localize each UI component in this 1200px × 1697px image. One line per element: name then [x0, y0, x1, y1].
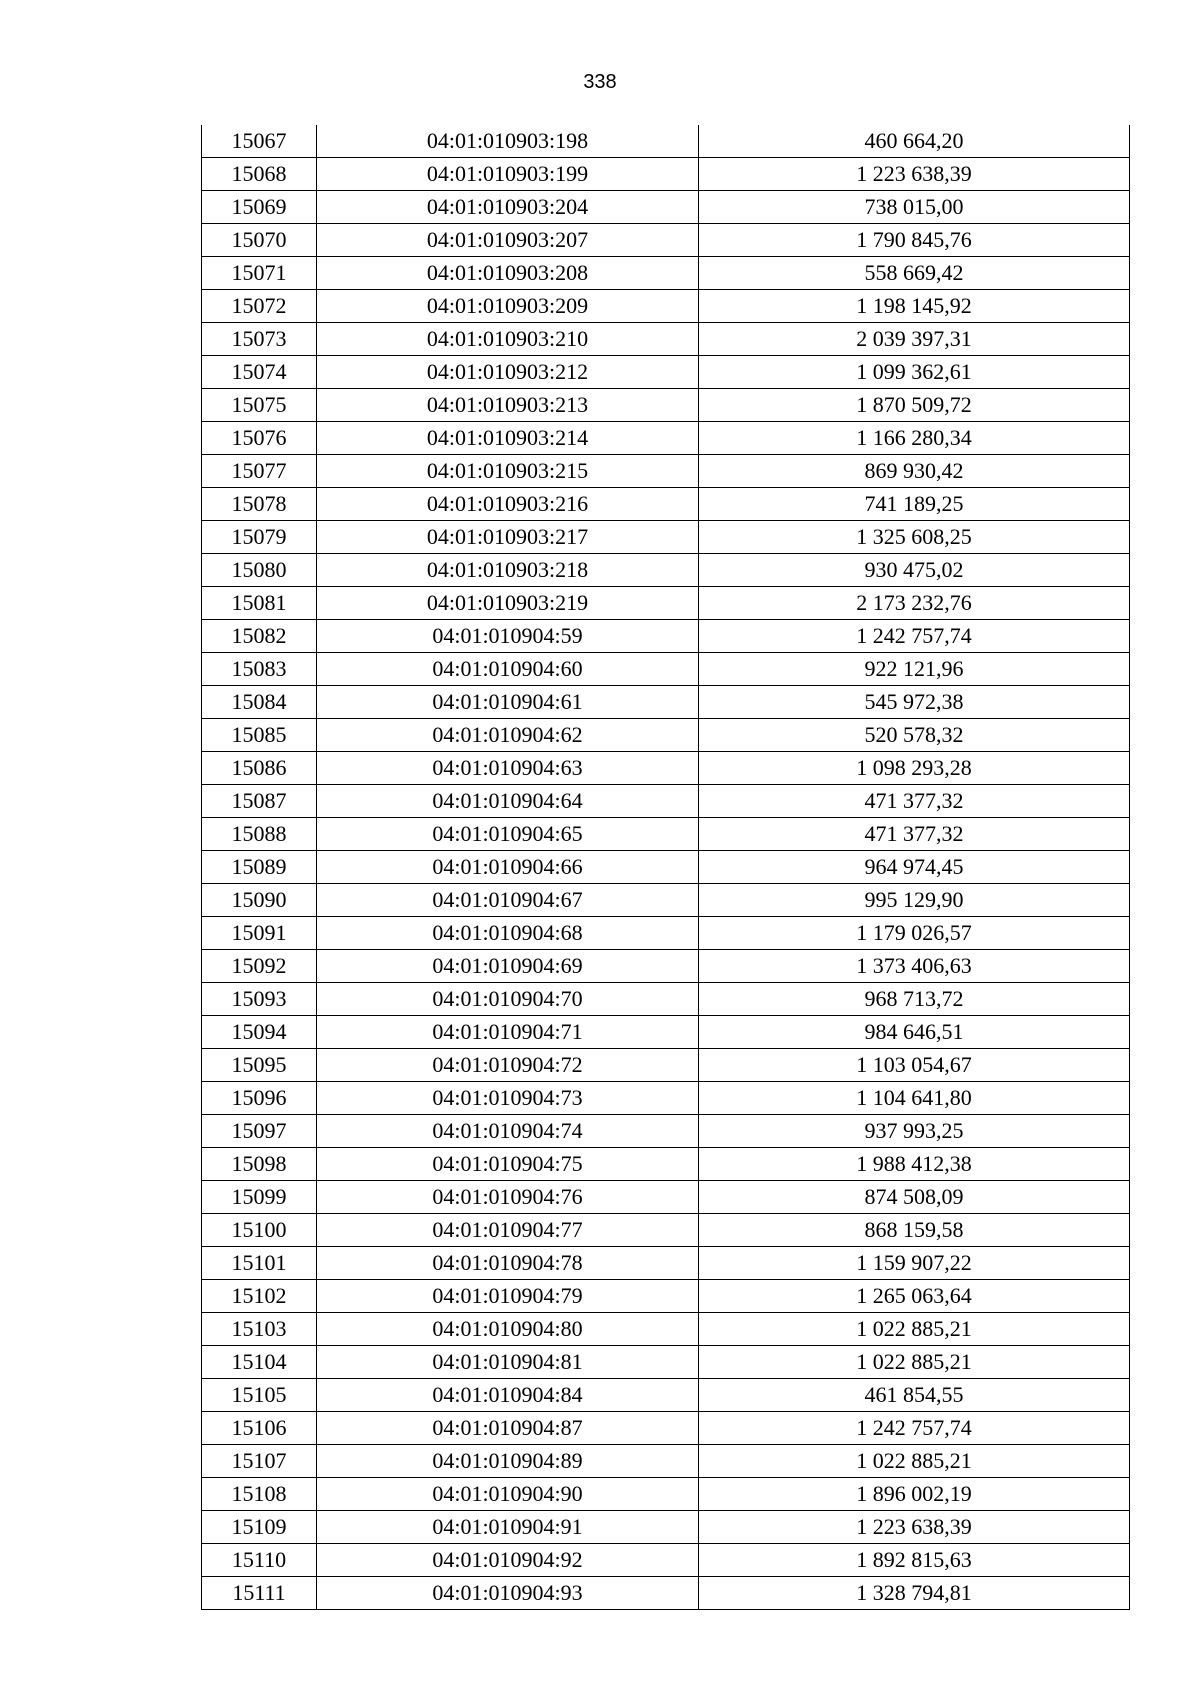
- table-row: [202, 1247, 1130, 1280]
- row-number-cell: 15111: [202, 1577, 317, 1610]
- table-row: [202, 1478, 1130, 1511]
- table-row: [202, 620, 1130, 653]
- cadastral-value-cell: 1 265 063,64: [699, 1280, 1130, 1313]
- cadastral-value-cell: 741 189,25: [699, 488, 1130, 521]
- cadastral-number-cell: 04:01:010904:89: [317, 1445, 699, 1478]
- table-row: [202, 389, 1130, 422]
- row-number-cell: 15086: [202, 752, 317, 785]
- cadastral-number-cell: 04:01:010904:76: [317, 1181, 699, 1214]
- cadastral-value-cell: 558 669,42: [699, 257, 1130, 290]
- cadastral-number-cell: 04:01:010904:67: [317, 884, 699, 917]
- cadastral-number-cell: 04:01:010903:208: [317, 257, 699, 290]
- row-number-cell: 15088: [202, 818, 317, 851]
- cadastral-number-cell: 04:01:010903:207: [317, 224, 699, 257]
- row-number-cell: 15076: [202, 422, 317, 455]
- row-number-cell: 15091: [202, 917, 317, 950]
- page-number: 338: [583, 71, 617, 93]
- table-row: [202, 356, 1130, 389]
- cadastral-value-cell: 1 328 794,81: [699, 1577, 1130, 1610]
- cadastral-value-cell: 1 022 885,21: [699, 1445, 1130, 1478]
- cadastral-number-cell: 04:01:010904:64: [317, 785, 699, 818]
- table-row: [202, 290, 1130, 323]
- table-row: [202, 884, 1130, 917]
- table-row: [202, 950, 1130, 983]
- table-row: [202, 1412, 1130, 1445]
- row-number-cell: 15085: [202, 719, 317, 752]
- cadastral-value-cell: 2 039 397,31: [699, 323, 1130, 356]
- cadastral-number-cell: 04:01:010904:61: [317, 686, 699, 719]
- table-row: [202, 323, 1130, 356]
- cadastral-number-cell: 04:01:010904:69: [317, 950, 699, 983]
- cadastral-number-cell: 04:01:010904:60: [317, 653, 699, 686]
- cadastral-value-cell: 1 790 845,76: [699, 224, 1130, 257]
- row-number-cell: 15077: [202, 455, 317, 488]
- cadastral-value-cell: 1 223 638,39: [699, 158, 1130, 191]
- cadastral-value-cell: 520 578,32: [699, 719, 1130, 752]
- row-number-cell: 15109: [202, 1511, 317, 1544]
- cadastral-number-cell: 04:01:010904:79: [317, 1280, 699, 1313]
- cadastral-number-cell: 04:01:010904:70: [317, 983, 699, 1016]
- cadastral-value-cell: 868 159,58: [699, 1214, 1130, 1247]
- cadastral-value-cell: 1 988 412,38: [699, 1148, 1130, 1181]
- row-number-cell: 15074: [202, 356, 317, 389]
- table-row: [202, 257, 1130, 290]
- table-row: [202, 488, 1130, 521]
- cadastral-number-cell: 04:01:010904:92: [317, 1544, 699, 1577]
- table-row: [202, 158, 1130, 191]
- row-number-cell: 15089: [202, 851, 317, 884]
- cadastral-value-cell: 1 022 885,21: [699, 1313, 1130, 1346]
- row-number-cell: 15097: [202, 1115, 317, 1148]
- cadastral-value-cell: 1 325 608,25: [699, 521, 1130, 554]
- cadastral-number-cell: 04:01:010904:81: [317, 1346, 699, 1379]
- table-row: [202, 719, 1130, 752]
- cadastral-value-cell: 471 377,32: [699, 785, 1130, 818]
- cadastral-number-cell: 04:01:010904:71: [317, 1016, 699, 1049]
- table-row: [202, 521, 1130, 554]
- cadastral-value-cell: 1 098 293,28: [699, 752, 1130, 785]
- cadastral-value-cell: 545 972,38: [699, 686, 1130, 719]
- table-row: [202, 686, 1130, 719]
- row-number-cell: 15083: [202, 653, 317, 686]
- cadastral-number-cell: 04:01:010903:213: [317, 389, 699, 422]
- cadastral-number-cell: 04:01:010903:199: [317, 158, 699, 191]
- table-row: [202, 587, 1130, 620]
- cadastral-value-cell: 1 104 641,80: [699, 1082, 1130, 1115]
- cadastral-number-cell: 04:01:010903:212: [317, 356, 699, 389]
- cadastral-number-cell: 04:01:010904:74: [317, 1115, 699, 1148]
- cadastral-number-cell: 04:01:010904:87: [317, 1412, 699, 1445]
- cadastral-number-cell: 04:01:010904:77: [317, 1214, 699, 1247]
- table-row: [202, 1115, 1130, 1148]
- table-row: [202, 752, 1130, 785]
- row-number-cell: 15100: [202, 1214, 317, 1247]
- row-number-cell: 15103: [202, 1313, 317, 1346]
- row-number-cell: 15084: [202, 686, 317, 719]
- table-row: [202, 1379, 1130, 1412]
- table-row: [202, 422, 1130, 455]
- table-body: [202, 125, 1130, 1610]
- row-number-cell: 15108: [202, 1478, 317, 1511]
- row-number-cell: 15068: [202, 158, 317, 191]
- row-number-cell: 15067: [202, 125, 317, 158]
- row-number-cell: 15094: [202, 1016, 317, 1049]
- row-number-cell: 15073: [202, 323, 317, 356]
- table-row: [202, 1049, 1130, 1082]
- row-number-cell: 15081: [202, 587, 317, 620]
- table-row: [202, 1346, 1130, 1379]
- cadastral-number-cell: 04:01:010903:210: [317, 323, 699, 356]
- row-number-cell: 15093: [202, 983, 317, 1016]
- table-row: [202, 224, 1130, 257]
- row-number-cell: 15078: [202, 488, 317, 521]
- cadastral-number-cell: 04:01:010904:80: [317, 1313, 699, 1346]
- table-row: [202, 1181, 1130, 1214]
- cadastral-value-cell: 968 713,72: [699, 983, 1130, 1016]
- table-row: [202, 1280, 1130, 1313]
- table-row: [202, 983, 1130, 1016]
- cadastral-value-cell: 937 993,25: [699, 1115, 1130, 1148]
- cadastral-number-cell: 04:01:010904:63: [317, 752, 699, 785]
- row-number-cell: 15101: [202, 1247, 317, 1280]
- cadastral-value-cell: 1 159 907,22: [699, 1247, 1130, 1280]
- row-number-cell: 15070: [202, 224, 317, 257]
- cadastral-value-cell: 2 173 232,76: [699, 587, 1130, 620]
- cadastral-number-cell: 04:01:010903:217: [317, 521, 699, 554]
- cadastral-number-cell: 04:01:010904:91: [317, 1511, 699, 1544]
- cadastral-value-cell: 1 896 002,19: [699, 1478, 1130, 1511]
- row-number-cell: 15079: [202, 521, 317, 554]
- row-number-cell: 15072: [202, 290, 317, 323]
- cadastral-number-cell: 04:01:010904:93: [317, 1577, 699, 1610]
- cadastral-number-cell: 04:01:010904:59: [317, 620, 699, 653]
- row-number-cell: 15106: [202, 1412, 317, 1445]
- cadastral-number-cell: 04:01:010904:72: [317, 1049, 699, 1082]
- cadastral-number-cell: 04:01:010903:215: [317, 455, 699, 488]
- table-row: [202, 455, 1130, 488]
- cadastral-value-cell: 995 129,90: [699, 884, 1130, 917]
- row-number-cell: 15090: [202, 884, 317, 917]
- table-row: [202, 554, 1130, 587]
- cadastral-number-cell: 04:01:010904:66: [317, 851, 699, 884]
- table-row: [202, 818, 1130, 851]
- cadastral-number-cell: 04:01:010904:62: [317, 719, 699, 752]
- cadastral-value-cell: 1 373 406,63: [699, 950, 1130, 983]
- row-number-cell: 15069: [202, 191, 317, 224]
- row-number-cell: 15110: [202, 1544, 317, 1577]
- row-number-cell: 15105: [202, 1379, 317, 1412]
- table-row: [202, 1313, 1130, 1346]
- row-number-cell: 15080: [202, 554, 317, 587]
- row-number-cell: 15092: [202, 950, 317, 983]
- cadastral-value-cell: 1 223 638,39: [699, 1511, 1130, 1544]
- row-number-cell: 15104: [202, 1346, 317, 1379]
- cadastral-number-cell: 04:01:010903:218: [317, 554, 699, 587]
- table-row: [202, 1511, 1130, 1544]
- cadastral-number-cell: 04:01:010903:216: [317, 488, 699, 521]
- cadastral-number-cell: 04:01:010903:204: [317, 191, 699, 224]
- table-row: [202, 1016, 1130, 1049]
- cadastral-value-cell: 1 022 885,21: [699, 1346, 1130, 1379]
- table-row: [202, 851, 1130, 884]
- row-number-cell: 15099: [202, 1181, 317, 1214]
- cadastral-number-cell: 04:01:010904:65: [317, 818, 699, 851]
- cadastral-value-cell: 984 646,51: [699, 1016, 1130, 1049]
- cadastral-value-cell: 964 974,45: [699, 851, 1130, 884]
- cadastral-number-cell: 04:01:010903:209: [317, 290, 699, 323]
- cadastral-number-cell: 04:01:010904:75: [317, 1148, 699, 1181]
- row-number-cell: 15098: [202, 1148, 317, 1181]
- table-row: [202, 1577, 1130, 1610]
- table-row: [202, 191, 1130, 224]
- cadastral-value-cell: 1 179 026,57: [699, 917, 1130, 950]
- row-number-cell: 15082: [202, 620, 317, 653]
- table-row: [202, 1445, 1130, 1478]
- cadastral-value-cell: 738 015,00: [699, 191, 1130, 224]
- cadastral-value-cell: 922 121,96: [699, 653, 1130, 686]
- cadastral-number-cell: 04:01:010903:198: [317, 125, 699, 158]
- cadastral-value-cell: 460 664,20: [699, 125, 1130, 158]
- cadastral-value-cell: 471 377,32: [699, 818, 1130, 851]
- row-number-cell: 15102: [202, 1280, 317, 1313]
- cadastral-value-table: [201, 125, 1130, 1610]
- cadastral-number-cell: 04:01:010904:68: [317, 917, 699, 950]
- cadastral-number-cell: 04:01:010904:73: [317, 1082, 699, 1115]
- cadastral-value-cell: 1 198 145,92: [699, 290, 1130, 323]
- cadastral-value-cell: 1 242 757,74: [699, 620, 1130, 653]
- cadastral-value-cell: 1 166 280,34: [699, 422, 1130, 455]
- table-row: [202, 785, 1130, 818]
- cadastral-number-cell: 04:01:010904:90: [317, 1478, 699, 1511]
- cadastral-value-cell: 1 103 054,67: [699, 1049, 1130, 1082]
- row-number-cell: 15071: [202, 257, 317, 290]
- cadastral-number-cell: 04:01:010903:214: [317, 422, 699, 455]
- row-number-cell: 15075: [202, 389, 317, 422]
- table-row: [202, 1214, 1130, 1247]
- row-number-cell: 15096: [202, 1082, 317, 1115]
- table-row: [202, 1082, 1130, 1115]
- row-number-cell: 15095: [202, 1049, 317, 1082]
- cadastral-value-cell: 461 854,55: [699, 1379, 1130, 1412]
- cadastral-value-cell: 1 242 757,74: [699, 1412, 1130, 1445]
- table-row: [202, 125, 1130, 158]
- cadastral-value-cell: 1 870 509,72: [699, 389, 1130, 422]
- row-number-cell: 15087: [202, 785, 317, 818]
- table-row: [202, 1544, 1130, 1577]
- cadastral-number-cell: 04:01:010904:84: [317, 1379, 699, 1412]
- table-row: [202, 917, 1130, 950]
- table-row: [202, 1148, 1130, 1181]
- row-number-cell: 15107: [202, 1445, 317, 1478]
- cadastral-number-cell: 04:01:010903:219: [317, 587, 699, 620]
- table-row: [202, 653, 1130, 686]
- cadastral-value-cell: 1 892 815,63: [699, 1544, 1130, 1577]
- cadastral-value-cell: 930 475,02: [699, 554, 1130, 587]
- cadastral-value-cell: 1 099 362,61: [699, 356, 1130, 389]
- cadastral-value-cell: 874 508,09: [699, 1181, 1130, 1214]
- cadastral-value-cell: 869 930,42: [699, 455, 1130, 488]
- cadastral-number-cell: 04:01:010904:78: [317, 1247, 699, 1280]
